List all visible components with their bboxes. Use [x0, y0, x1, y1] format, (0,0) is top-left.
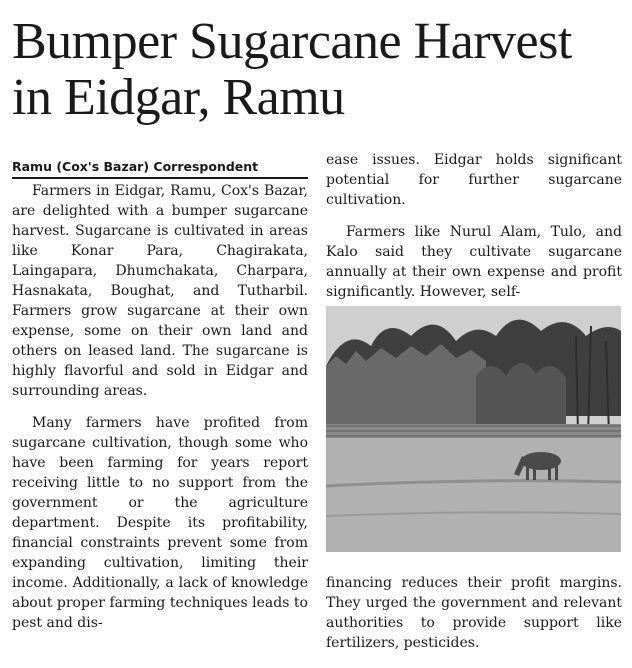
paragraph-2: Many farmers have profited from sugarcane cultivation, though some who have been farming for years report receiving little to no support from the government or the agriculture department. Despite its profitability, financial constraints prevent some from expanding cultivation, limiting their income. Additionally, a lack of knowledge about proper farming techniques leads to pest and dis-	[12, 415, 308, 631]
paragraph-3: Farmers like Nurul Alam, Tulo, and Kalo said they cultivate sugarcane annually at their own expense and profit significantly. However, self-	[326, 224, 622, 300]
article-column-2	[326, 150, 622, 302]
paragraph-1: Farmers in Eidgar, Ramu, Cox's Bazar, are delighted with a bumper sugarcane harvest. Sugarcane is cultivated in areas like Konar Para, Chagirakata, Laingapara, Dhumchakata, Charpara, Hasnakata, Boughat, and Tutharbil. Farmers grow sugarcane at their own expense, some on their own land and others on leased land. The sugarcane is highly flavorful and sold in Eidgar and surrounding areas.	[12, 183, 308, 399]
photo-illustration	[326, 306, 621, 552]
headline: Bumper Sugarcane Harvest in Eidgar, Ramu	[12, 13, 572, 126]
byline: Ramu (Cox's Bazar) Correspondent	[12, 158, 308, 179]
photo-banana-plants	[476, 363, 566, 431]
sugarcane-field-photo	[326, 306, 621, 552]
article-column-1	[12, 158, 308, 633]
photo-field	[326, 438, 621, 552]
paragraph-3-continued: financing reduces their profit margins. They urged the government and relevant authorities to provide support like fertilizers, pesticides.	[326, 575, 622, 651]
paragraph-2-continued: ease issues. Eidgar holds significant potential for further sugarcane cultivation.	[326, 152, 622, 208]
article-column-2-bottom	[326, 573, 622, 653]
